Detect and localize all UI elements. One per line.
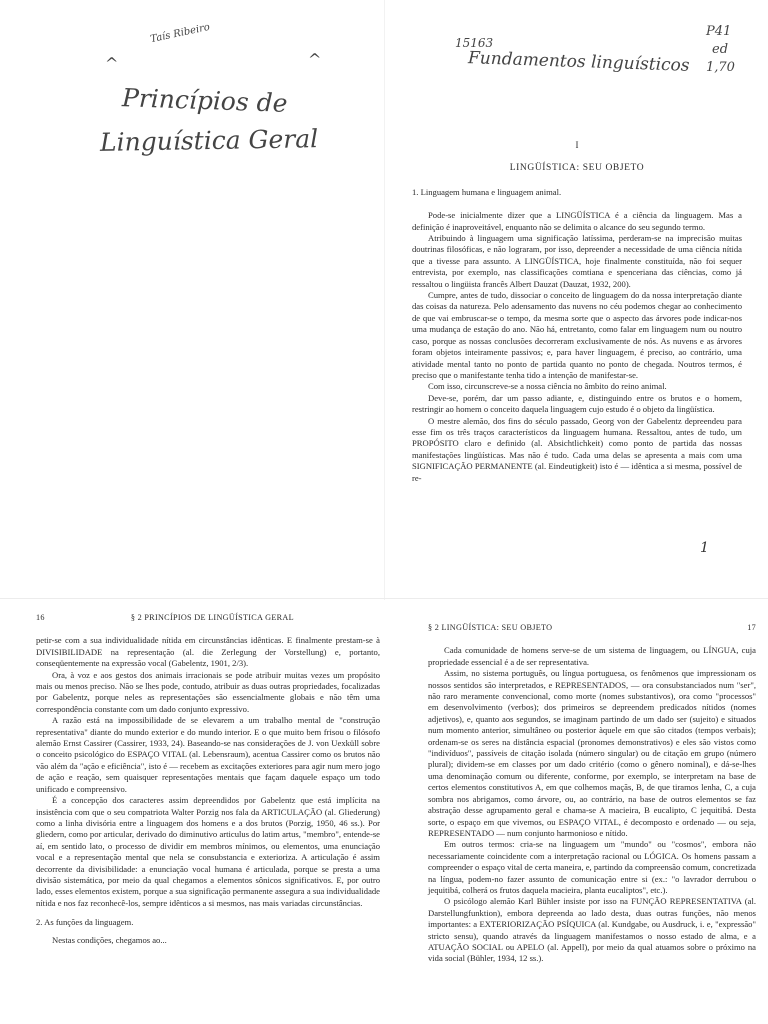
running-head (36, 612, 380, 623)
paragraph: O mestre alemão, dos fins do século passado, Georg von der Gabelentz depreendeu para esse fim os três traços característicos da linguagem humana. Ressaltou, antes de tudo, um PROPÓSITO claro e definido (al. Absichtlichkeit) como ponto de partida das nossas manifestações lingüísticas. Mas não é tudo. Cada uma delas se apresenta a mais com uma SIGNIFICAÇÃO PERMANENTE (al. Eindeutigkeit) isto é — idêntica a si mesma, possível de re- (412, 415, 742, 483)
handwritten-page-note-2: ed (712, 42, 729, 57)
handwritten-right-title: Fundamentos linguísticos (467, 48, 690, 76)
paragraph: Atribuindo à linguagem uma significação latíssima, perderam-se na imprecisão muitas doutrinas filosóficas, e não lograram, por isso, depreender a necessidade de uma ciência nítida que a tivesse para assunto. A LINGÜÍSTICA, hoje finalmente constituída, não foi sequer entrevista, por exemplo, nas classificações comtiana e spenceriana das ciências, como já ressaltou o lingüista francês Albert Dauzat (Dauzat, 1932, 200). (412, 233, 742, 289)
spread-divider-vertical (384, 0, 385, 600)
paragraph: Nestas condições, chegamos ao... (52, 934, 167, 945)
handwritten-book-title-line-2: Linguística Geral (99, 124, 319, 157)
paragraph: petir-se com a sua individualidade nítida em circunstâncias idênticas. E finalmente prestam-se à DIVISIBILIDADE na representação (al. die Zerlegung der Vorstellung) e, portanto, conseqüentemente na expressão vocal (Gabelentz, 1901, 2/3). (36, 635, 380, 669)
section-heading: 1. Linguagem humana e linguagem animal. (412, 186, 562, 197)
paragraph: A razão está na impossibilidade de se elevarem a um trabalho mental de "construção representativa" diante do mundo exterior e do mundo interior. E o que muito bem frisou o filósofo alemão Ernst Cassirer (Cassirer, 1933, 24). Baseando-se nas considerações de J. von Uexküll sobre o conceito psicológico do ESPAÇO VITAL (al. Lebensraum), acentua Cassirer como os brutos não vão além da "ação e eficiência", isto é — recebem as excitações exteriores para agir num mero jogo de ação e reação, sem quaisquer representações mentais que façam daquele espaço um todo unificado e compreensivo. (36, 715, 380, 794)
chapter-title: LINGÜÍSTICA: SEU OBJETO (509, 163, 645, 174)
handwritten-owner-name: Taís Ribeiro (149, 21, 211, 46)
handwritten-catalog-code: 15163 (455, 36, 494, 50)
page-number: 16 (36, 613, 45, 622)
handwritten-margin-mark: 1 (700, 540, 709, 556)
paragraph: Ora, à voz e aos gestos dos animais irracionais se pode atribuir muitas vezes um propósito mais ou menos preciso. Não se lhes pode, contudo, atribuir as duas outras propriedades, focalizadas por Gabelentz, porque neles as representações são essencialmente globais e não têm uma correspondência constante com um dado conjunto expressivo. (36, 669, 380, 714)
paragraph: O psicólogo alemão Karl Bühler insiste por isso na FUNÇÃO REPRESENTATIVA (al. Darstellungfunktion), embora depreenda ao lado desta, duas outras funções, não menos importantes: a EXTERIORIZAÇÃO PSÍQUICA (al. Kundgabe, ou Ausdruck, i. e, "expressão" stricto sensu), quando através da linguagem manifestamos o nosso estado de alma, e a ATUAÇÃO SOCIAL ou APELO (al. Appell), por meio da qual atuamos sobre o próximo na vida social (Bühler, 1934, 12 ss.). (428, 896, 756, 964)
spread-divider-horizontal (0, 598, 768, 599)
page-chapter-one (412, 140, 742, 484)
handwritten-caret-mark: ^ (105, 54, 119, 73)
page-17 (428, 622, 756, 965)
chapter-number: I (575, 140, 579, 150)
page-number: 17 (747, 623, 756, 632)
running-head-title: § 2 LINGÜÍSTICA: SEU OBJETO (428, 623, 553, 632)
section-heading: 2. As funções da linguagem. (36, 917, 134, 928)
handwritten-book-title-line-1: Princípios de (121, 83, 288, 118)
paragraph: Pode-se inicialmente dizer que a LINGÜÍSTICA é a ciência da linguagem. Mas a definição é inaproveitável, enquanto não se delimita o alcance do seu segundo termo. (412, 210, 742, 232)
running-head (428, 622, 756, 633)
handwritten-price: 1,70 (706, 60, 735, 75)
paragraph: Em outros termos: cria-se na linguagem um "mundo" ou "cosmos", embora não necessariamente coincidente com a interpretação racional ou LÓGICA. Os homens passam a compreender o espaço vital de certa maneira, e, partindo da compreensão comum, concretizada na língua, podem-no fazer assunto de comunicação entre si (ex.: "o lavrador derrubou o jequitibá, colherá os frutos daquela macieira, planta eucaliptos", etc.). (428, 839, 756, 895)
paragraph: Com isso, circunscreve-se a nossa ciência no âmbito do reino animal. (428, 381, 667, 392)
running-head-title: § 2 PRINCÍPIOS DE LINGÜÍSTICA GERAL (130, 613, 294, 622)
paragraph: É a concepção dos caracteres assim depreendidos por Gabelentz que está implícita na insistência com que o seu compatriota Walter Porzig nos fala da ARTICULAÇÃO (al. Gliederung) como a linha divisória entre a linguagem dos homens e a dos brutos (Porzig, 1950, 46 ss.). Por gliedern, como por articular, derivado do diminutivo articulus do latim artus, "membro", entende-se aí, em sentido lato, o processo de dividir em membros mínimos, ou elementos, uma enunciação vocal e a representação mental que nela se consubstancia e exterioriza. A articulação é assim decorrente da divisibilidade: a enunciação vocal humana é articulada, porque se presta a uma divisão sistemática, por meio da qual chegamos a elementos sônicos significativos. E, por outro lado, esses elementos existem, porque a sua significação permanente assegura a sua individualidade nítida e nos faz reconhecê-los, sempre idênticos a si mesmos, nas mais variadas circunstâncias. (36, 795, 380, 908)
paragraph: Deve-se, porém, dar um passo adiante, e, distinguindo entre os brutos e o homem, restringir ao homem o conceito daquela linguagem cujo estudo é o objeto da lingüística. (412, 392, 742, 415)
handwritten-caret-mark: ^ (308, 50, 322, 69)
handwritten-page-note: P41 (706, 24, 732, 39)
paragraph: Assim, no sistema português, ou língua portuguesa, os fenômenos que impressionam os nossos sentidos são interpretados, e REPRESENTADOS, — ora consubstanciados num "ser", não raro meramente convencional, como morte (nomes substantivos), ora como "processos" em desenvolvimento (verbos); dos primeiros se depreendem predicados nítidos (nomes adjetivos), e, quanto aos segundos, se imaginam partindo de um dado ser (sujeito) e situados num momento anterior, simultâneo ou posterior àquele em que são citados (tempos verbais); ordenam-se os seres na distância espacial (pronomes demonstrativos) e eles são vistos como "indivíduos", passíveis de citação isolada (número singular) ou de citação em grupo (número plural); dividem-se em classes por um dado critério (como o gênero nominal), e dá-se-lhes uma denominação comum ou diferente, conforme, por exemplo, se interpretam na base de certos elementos constitutivos A, em que colhemos maçãs, B, de que tiramos lenha, C, a cuja sombra nos abrigamos, como árvore, ou, ao contrário, na base de outros elementos se faz abstração desse agrupamento geral e chama-se A macieira, B eucalipto, C jequitibá. Desta sorte, o espaço em que vivemos, ou ESPAÇO VITAL, é decomposto e ordenado — ou seja, REPRESENTADO — num conjunto harmonioso e nítido. (428, 668, 756, 838)
page-16 (36, 612, 380, 946)
paragraph: Cada comunidade de homens serve-se de um sistema de linguagem, ou LÍNGUA, cuja propriedade essencial é a de ser representativa. (428, 645, 756, 667)
paragraph: Cumpre, antes de tudo, dissociar o conceito de linguagem do da nossa interpretação diante das coisas da natureza. Pelo adensamento das nuvens no céu podemos chegar ao conhecimento de que vai embruscar-se o tempo, da mesma sorte que o aspecto das árvores pode indicar-nos uma mudança de estação do ano. Não há, entretanto, como falar em linguagem num ou noutro caso, porque as nossas conclusões decorreram exclusivamente de nós. As nuvens e as árvores foram objetos inteiramente passivos; e, para haver linguagem, é preciso, ao contrário, uma atividade mental tanto no ponto de partida quanto no ponto de chegada. Noutros termos, é preciso que o manifestante tenha tido a intenção de manifestar-se. (412, 290, 742, 380)
